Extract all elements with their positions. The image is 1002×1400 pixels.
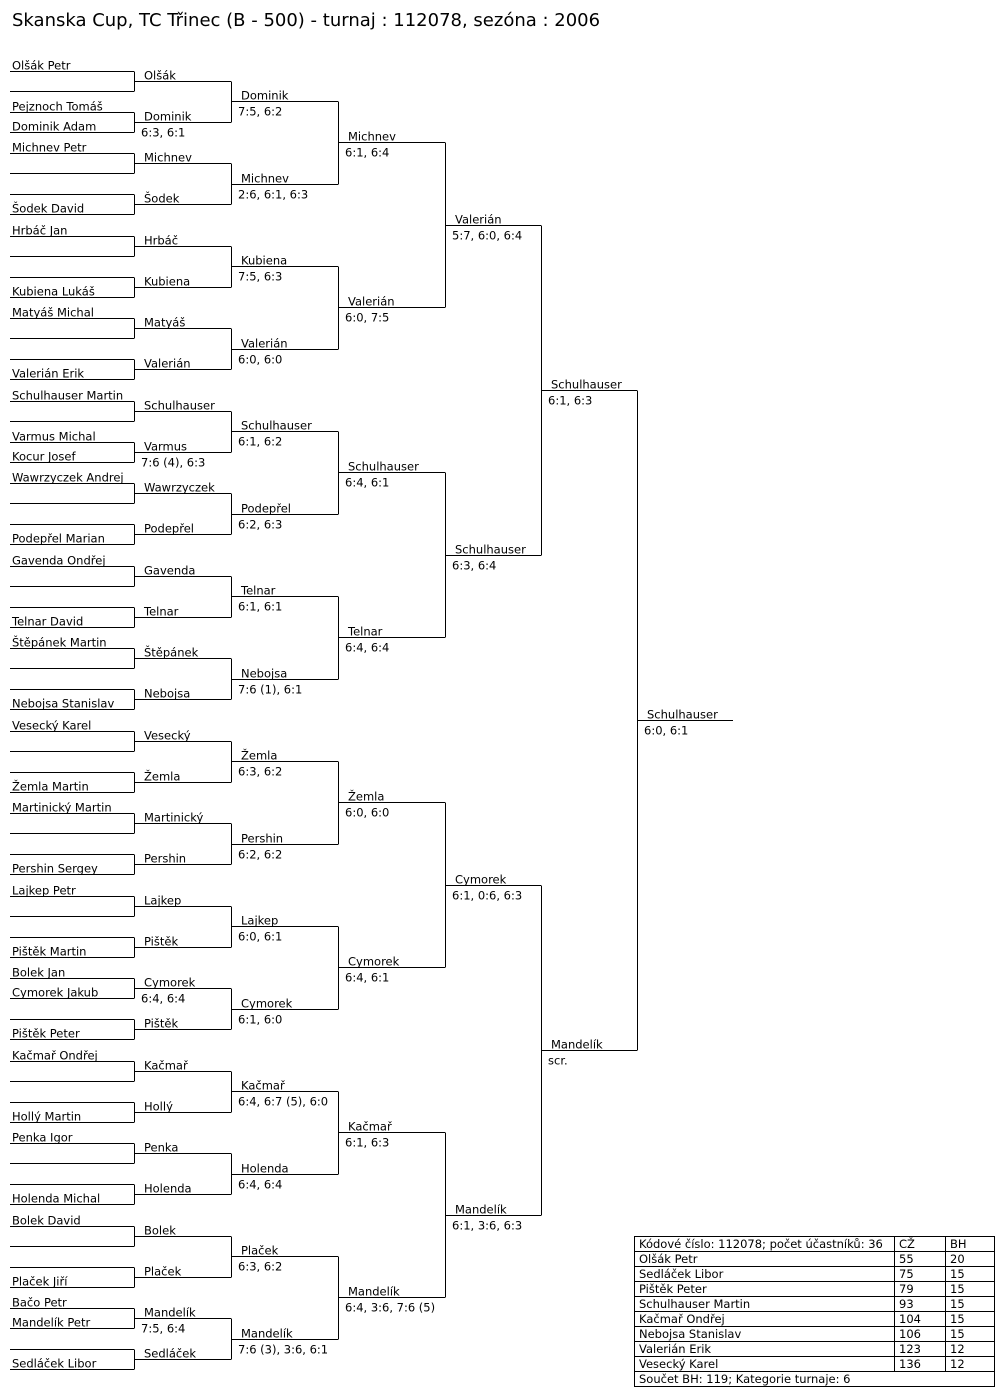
round6-match-score: 6:1, 6:3	[548, 393, 593, 408]
round2-winner-name: Podepřel	[144, 521, 194, 536]
round1-player-name: Bačo Petr	[12, 1295, 67, 1310]
round3-match-score: 6:1, 6:1	[238, 599, 283, 614]
round4-winner-name: Michnev	[348, 129, 396, 144]
round3-winner-name: Mandelík	[241, 1326, 293, 1341]
round3-winner-name: Cymorek	[241, 996, 293, 1011]
round5-match-score: 5:7, 6:0, 6:4	[452, 228, 523, 243]
round4-match-score: 6:4, 3:6, 7:6 (5)	[345, 1300, 436, 1315]
summary-footer-row	[635, 1372, 995, 1387]
round1-player-name: Vesecký Karel	[12, 718, 92, 733]
round1-player-name: Telnar David	[12, 614, 84, 629]
round3-winner-name: Dominik	[241, 88, 289, 103]
summary-bh: 15	[946, 1327, 995, 1342]
round1-player-name: Gavenda Ondřej	[12, 553, 106, 568]
round2-match-score: 7:5, 6:4	[141, 1321, 186, 1336]
round4-match-score: 6:1, 6:3	[345, 1135, 390, 1150]
round1-player-name: Varmus Michal	[12, 429, 96, 444]
summary-header-row	[635, 1237, 995, 1252]
round1-player-name: Štěpánek Martin	[12, 635, 107, 650]
round6-winner-name: Mandelík	[551, 1037, 603, 1052]
round2-winner-name: Štěpánek	[144, 645, 199, 660]
round2-winner-name: Varmus	[144, 439, 188, 454]
round1-player-name: Lajkep Petr	[12, 883, 76, 898]
round2-winner-name: Michnev	[144, 150, 192, 165]
summary-bh: 15	[946, 1312, 995, 1327]
round3-match-score: 6:4, 6:7 (5), 6:0	[238, 1094, 329, 1109]
round1-player-name: Sedláček Libor	[12, 1356, 97, 1371]
round3-winner-name: Podepřel	[241, 501, 291, 516]
round2-winner-name: Valerián	[144, 356, 191, 371]
summary-col-cz: CŽ	[895, 1237, 946, 1252]
summary-bh: 12	[946, 1342, 995, 1357]
round3-match-score: 6:1, 6:2	[238, 434, 283, 449]
page-title: Skanska Cup, TC Třinec (B - 500) - turnaj : 112078, sezóna : 2006	[12, 10, 601, 31]
round3-match-score: 6:2, 6:2	[238, 847, 283, 862]
summary-cz: 75	[895, 1267, 946, 1282]
round4-winner-name: Valerián	[348, 294, 395, 309]
round2-winner-name: Telnar	[144, 604, 179, 619]
summary-bh: 20	[946, 1252, 995, 1267]
round1-player-name: Hrbáč Jan	[12, 223, 68, 238]
round4-match-score: 6:4, 6:1	[345, 475, 390, 490]
round4-winner-name: Schulhauser	[348, 459, 419, 474]
round1-player-name: Mandelík Petr	[12, 1315, 91, 1330]
round6-winner-name: Schulhauser	[551, 377, 622, 392]
round1-player-name: Dominik Adam	[12, 119, 97, 134]
round3-winner-name: Lajkep	[241, 913, 279, 928]
round2-winner-name: Schulhauser	[144, 398, 215, 413]
round4-winner-name: Telnar	[348, 624, 383, 639]
round2-winner-name: Wawrzyczek	[144, 480, 215, 495]
round2-winner-name: Nebojsa	[144, 686, 191, 701]
round3-match-score: 6:0, 6:1	[238, 929, 283, 944]
summary-row	[635, 1282, 995, 1297]
round1-player-name: Penka Igor	[12, 1130, 73, 1145]
summary-cz: 123	[895, 1342, 946, 1357]
round1-player-name: Valerián Erik	[12, 366, 85, 381]
round1-player-name: Michnev Petr	[12, 140, 87, 155]
round3-winner-name: Michnev	[241, 171, 289, 186]
round1-player-name: Holenda Michal	[12, 1191, 101, 1206]
round1-player-name: Wawrzyczek Andrej	[12, 470, 124, 485]
final-match-score: 6:0, 6:1	[644, 723, 689, 738]
round1-player-name: Kačmař Ondřej	[12, 1048, 98, 1063]
final-winner-name: Schulhauser	[647, 707, 718, 722]
round3-winner-name: Nebojsa	[241, 666, 288, 681]
summary-header: Kódové číslo: 112078; počet účastníků: 36	[635, 1237, 895, 1252]
summary-col-bh: BH	[946, 1237, 995, 1252]
round3-match-score: 6:1, 6:0	[238, 1012, 283, 1027]
round1-player-name: Bolek David	[12, 1213, 81, 1228]
round3-match-score: 7:6 (3), 3:6, 6:1	[238, 1342, 329, 1357]
round3-winner-name: Kubiena	[241, 253, 288, 268]
summary-name: Kačmař Ondřej	[635, 1312, 895, 1327]
round3-winner-name: Holenda	[241, 1161, 289, 1176]
round2-winner-name: Hollý	[144, 1099, 173, 1114]
round2-winner-name: Žemla	[144, 769, 181, 784]
round1-player-name: Pejznoch Tomáš	[12, 99, 103, 114]
round4-match-score: 6:0, 7:5	[345, 310, 390, 325]
summary-bh: 15	[946, 1267, 995, 1282]
summary-cz: 55	[895, 1252, 946, 1267]
summary-footer: Součet BH: 119; Kategorie turnaje: 6	[635, 1372, 995, 1387]
round2-winner-name: Pištěk	[144, 1016, 179, 1031]
round2-winner-name: Pershin	[144, 851, 187, 866]
round2-winner-name: Penka	[144, 1140, 179, 1155]
round5-winner-name: Cymorek	[455, 872, 507, 887]
summary-cz: 136	[895, 1357, 946, 1372]
round3-match-score: 6:0, 6:0	[238, 352, 283, 367]
round2-winner-name: Kubiena	[144, 274, 191, 289]
round2-winner-name: Gavenda	[144, 563, 196, 578]
round2-winner-name: Martinický	[144, 810, 204, 825]
round2-winner-name: Mandelík	[144, 1305, 196, 1320]
round1-player-name: Žemla Martin	[12, 779, 89, 794]
round3-winner-name: Pershin	[241, 831, 284, 846]
summary-cz: 104	[895, 1312, 946, 1327]
round5-winner-name: Schulhauser	[455, 542, 526, 557]
round3-match-score: 6:2, 6:3	[238, 517, 283, 532]
round2-winner-name: Dominik	[144, 109, 192, 124]
round3-winner-name: Kačmař	[241, 1078, 285, 1093]
round5-match-score: 6:1, 0:6, 6:3	[452, 888, 523, 903]
round1-player-name: Kubiena Lukáš	[12, 284, 95, 299]
round2-winner-name: Sedláček	[144, 1346, 196, 1361]
round4-match-score: 6:4, 6:4	[345, 640, 390, 655]
round2-winner-name: Hrbáč	[144, 233, 179, 248]
summary-row	[635, 1312, 995, 1327]
round1-player-name: Pištěk Peter	[12, 1026, 80, 1041]
round1-player-name: Podepřel Marian	[12, 531, 105, 546]
round1-player-name: Pershin Sergey	[12, 861, 98, 876]
round5-winner-name: Mandelík	[455, 1202, 507, 1217]
summary-row	[635, 1342, 995, 1357]
summary-name: Valerián Erik	[635, 1342, 895, 1357]
round1-player-name: Schulhauser Martin	[12, 388, 124, 403]
round3-winner-name: Telnar	[241, 583, 276, 598]
round2-winner-name: Plaček	[144, 1264, 182, 1279]
round1-player-name: Hollý Martin	[12, 1109, 82, 1124]
round1-player-name: Šodek David	[12, 201, 85, 216]
summary-bh: 12	[946, 1357, 995, 1372]
round5-match-score: 6:3, 6:4	[452, 558, 497, 573]
round4-winner-name: Kačmař	[348, 1119, 392, 1134]
round3-match-score: 6:3, 6:2	[238, 764, 283, 779]
summary-row	[635, 1357, 995, 1372]
round3-match-score: 7:5, 6:2	[238, 104, 283, 119]
summary-name: Sedláček Libor	[635, 1267, 895, 1282]
round5-winner-name: Valerián	[455, 212, 502, 227]
round3-winner-name: Valerián	[241, 336, 288, 351]
summary-name: Vesecký Karel	[635, 1357, 895, 1372]
summary-name: Schulhauser Martin	[635, 1297, 895, 1312]
round3-winner-name: Žemla	[241, 748, 278, 763]
round3-winner-name: Schulhauser	[241, 418, 312, 433]
summary-cz: 79	[895, 1282, 946, 1297]
summary-name: Nebojsa Stanislav	[635, 1327, 895, 1342]
summary-cz: 106	[895, 1327, 946, 1342]
round2-winner-name: Pištěk	[144, 934, 179, 949]
round1-player-name: Martinický Martin	[12, 800, 112, 815]
round2-winner-name: Holenda	[144, 1181, 192, 1196]
summary-row	[635, 1327, 995, 1342]
round1-player-name: Plaček Jiří	[12, 1274, 68, 1289]
round3-match-score: 6:3, 6:2	[238, 1259, 283, 1274]
summary-bh: 15	[946, 1297, 995, 1312]
round6-match-score: scr.	[548, 1053, 568, 1068]
round3-winner-name: Plaček	[241, 1243, 279, 1258]
round5-match-score: 6:1, 3:6, 6:3	[452, 1218, 523, 1233]
round2-winner-name: Vesecký	[144, 728, 191, 743]
round2-winner-name: Šodek	[144, 191, 180, 206]
round3-match-score: 2:6, 6:1, 6:3	[238, 187, 309, 202]
round2-match-score: 7:6 (4), 6:3	[141, 455, 206, 470]
round4-winner-name: Mandelík	[348, 1284, 400, 1299]
summary-cz: 93	[895, 1297, 946, 1312]
summary-row	[635, 1252, 995, 1267]
round3-match-score: 7:6 (1), 6:1	[238, 682, 303, 697]
round1-player-name: Olšák Petr	[12, 58, 71, 73]
round4-match-score: 6:4, 6:1	[345, 970, 390, 985]
round1-player-name: Nebojsa Stanislav	[12, 696, 115, 711]
round2-winner-name: Olšák	[144, 68, 176, 83]
summary-row	[635, 1297, 995, 1312]
round2-winner-name: Matyáš	[144, 315, 186, 330]
round2-winner-name: Bolek	[144, 1223, 176, 1238]
round1-player-name: Pištěk Martin	[12, 944, 87, 959]
round2-winner-name: Kačmař	[144, 1058, 188, 1073]
round2-match-score: 6:4, 6:4	[141, 991, 186, 1006]
round1-player-name: Cymorek Jakub	[12, 985, 99, 1000]
round3-match-score: 6:4, 6:4	[238, 1177, 283, 1192]
round4-winner-name: Cymorek	[348, 954, 400, 969]
summary-name: Olšák Petr	[635, 1252, 895, 1267]
round2-match-score: 6:3, 6:1	[141, 125, 186, 140]
summary-table	[634, 1236, 995, 1387]
round1-player-name: Bolek Jan	[12, 965, 66, 980]
round1-player-name: Kocur Josef	[12, 449, 76, 464]
round1-player-name: Matyáš Michal	[12, 305, 94, 320]
summary-bh: 15	[946, 1282, 995, 1297]
round4-match-score: 6:1, 6:4	[345, 145, 390, 160]
summary-name: Pištěk Peter	[635, 1282, 895, 1297]
round2-winner-name: Cymorek	[144, 975, 196, 990]
round4-match-score: 6:0, 6:0	[345, 805, 390, 820]
round4-winner-name: Žemla	[348, 789, 385, 804]
round2-winner-name: Lajkep	[144, 893, 182, 908]
round3-match-score: 7:5, 6:3	[238, 269, 283, 284]
summary-row	[635, 1267, 995, 1282]
